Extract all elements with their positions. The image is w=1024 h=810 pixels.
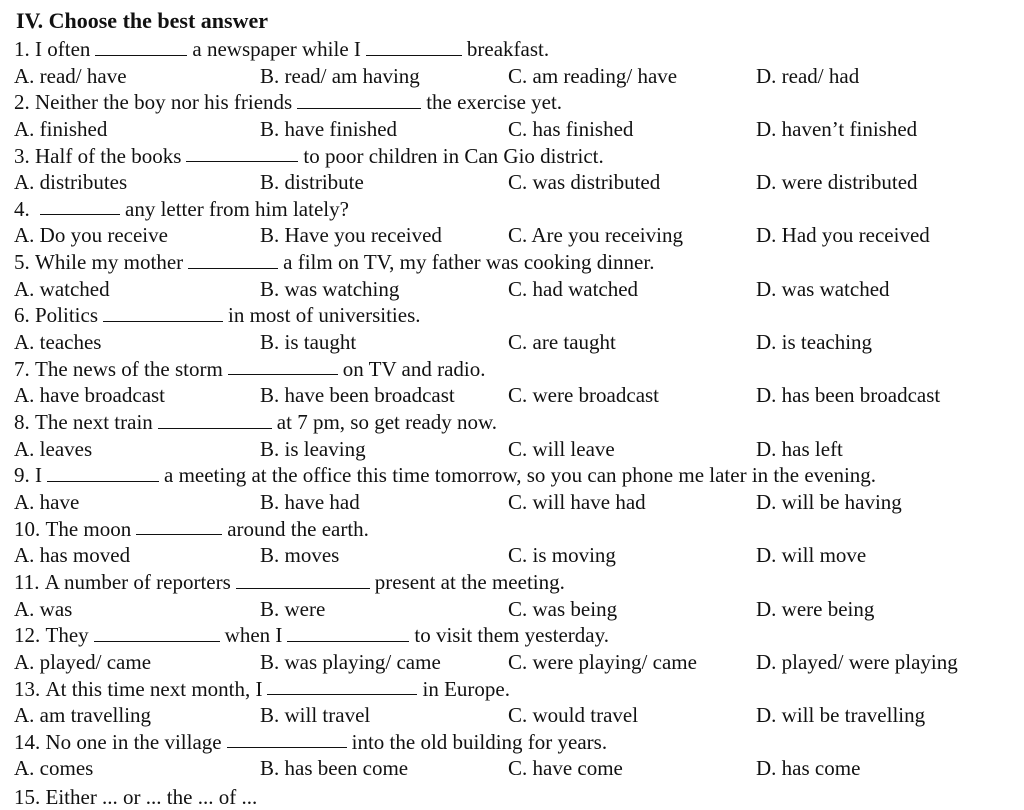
stem-text: a newspaper while I [192, 37, 361, 61]
question-3 [14, 143, 1014, 196]
option-c[interactable]: C. Are you receiving [508, 223, 683, 248]
answer-blank[interactable] [227, 746, 347, 748]
option-b[interactable]: B. has been come [260, 756, 409, 781]
answer-options [14, 222, 1014, 249]
option-d[interactable]: D. will be having [756, 489, 902, 514]
option-a[interactable]: A. has moved [14, 543, 131, 568]
option-a[interactable]: A. distributes [14, 170, 128, 195]
answer-blank[interactable] [158, 427, 272, 429]
question-stem [14, 36, 1014, 63]
question-1 [14, 36, 1014, 89]
option-d[interactable]: D. were distributed [756, 170, 918, 195]
question-number: 9. [14, 463, 30, 488]
stem-text: into the old building for years. [351, 729, 608, 754]
question-6 [14, 302, 1014, 355]
stem-text: The next train [35, 410, 153, 435]
cut-off-next-question: 15. Either ... or ... the ... of ... [14, 785, 258, 809]
question-14 [14, 729, 1014, 782]
question-number: 12. [14, 623, 41, 648]
answer-blank[interactable] [186, 160, 298, 162]
stem-text: at 7 pm, so get ready now. [276, 410, 498, 435]
option-c[interactable]: C. will have had [508, 489, 646, 514]
option-d[interactable]: D. Had you received [756, 223, 930, 248]
option-d[interactable]: D. haven’t finished [756, 116, 918, 141]
answer-blank[interactable] [40, 213, 120, 215]
option-d[interactable]: D. played/ were playing [756, 649, 958, 674]
question-number: 6. [14, 303, 30, 328]
stem-text: in most of universities. [228, 303, 421, 328]
answer-blank[interactable] [267, 693, 417, 695]
answer-options [14, 63, 1014, 90]
answer-options [14, 329, 1014, 356]
question-stem [14, 409, 1014, 436]
question-number: 7. [14, 356, 30, 381]
question-9 [14, 462, 1014, 515]
stem-text: on TV and radio. [342, 356, 486, 381]
option-c[interactable]: C. would travel [508, 703, 639, 728]
question-number: 3. [14, 143, 30, 168]
option-a[interactable]: A. have [14, 489, 80, 514]
question-8 [14, 409, 1014, 462]
answer-blank[interactable] [236, 587, 370, 589]
stem-text: A number of reporters [44, 569, 231, 594]
option-c[interactable]: C. was distributed [508, 170, 661, 195]
option-b[interactable]: B. was watching [260, 276, 400, 301]
option-c[interactable]: C. are taught [508, 330, 616, 355]
option-b[interactable]: B. have had [260, 489, 360, 514]
question-4 [14, 196, 1014, 249]
question-stem [14, 516, 1014, 543]
question-10 [14, 516, 1014, 569]
stem-text: While my mother [35, 250, 184, 275]
question-12 [14, 622, 1014, 675]
question-7 [14, 356, 1014, 409]
question-number: 11. [14, 569, 40, 594]
answer-options [14, 382, 1014, 409]
option-a[interactable]: A. comes [14, 756, 94, 781]
answer-options [14, 702, 1014, 729]
option-d[interactable]: D. will move [756, 543, 867, 568]
question-number: 10. [14, 516, 41, 541]
question-number: 2. [14, 90, 30, 115]
question-number: 5. [14, 250, 30, 275]
question-stem [14, 143, 1014, 170]
stem-text: the exercise yet. [426, 90, 563, 115]
question-stem [14, 462, 1014, 489]
option-a[interactable]: A. leaves [14, 436, 93, 461]
answer-blank[interactable] [95, 54, 187, 56]
stem-text: Politics [35, 303, 99, 328]
answer-options [14, 169, 1014, 196]
option-c[interactable]: C. was being [508, 596, 618, 621]
option-a[interactable]: A. finished [14, 116, 108, 141]
option-b[interactable]: B. have finished [260, 116, 398, 141]
question-stem [14, 302, 1014, 329]
question-stem [14, 249, 1014, 276]
option-a[interactable]: A. have broadcast [14, 383, 166, 408]
question-number: 4. [14, 196, 30, 221]
option-b[interactable]: B. Have you received [260, 223, 442, 248]
question-number: 8. [14, 410, 30, 435]
question-stem [14, 729, 1014, 756]
option-a[interactable]: A. teaches [14, 330, 102, 355]
answer-blank[interactable] [103, 320, 223, 322]
question-13 [14, 676, 1014, 729]
stem-text: No one in the village [45, 729, 222, 754]
option-b[interactable]: B. have been broadcast [260, 383, 455, 408]
option-c[interactable]: C. were playing/ came [508, 649, 697, 674]
stem-text: The moon [45, 516, 132, 541]
option-c[interactable]: C. is moving [508, 543, 616, 568]
answer-blank[interactable] [297, 107, 421, 109]
option-c[interactable]: C. will leave [508, 436, 615, 461]
answer-options [14, 436, 1014, 463]
question-number: 14. [14, 729, 41, 754]
question-stem [14, 196, 1014, 223]
answer-blank[interactable] [47, 480, 159, 482]
section-title: IV. Choose the best answer [16, 8, 268, 33]
option-b[interactable]: B. is taught [260, 330, 357, 355]
stem-text: The news of the storm [35, 356, 223, 381]
option-c[interactable]: C. has finished [508, 116, 634, 141]
option-b[interactable]: B. moves [260, 543, 340, 568]
stem-text: a film on TV, my father was cooking dinner. [283, 250, 655, 275]
stem-text: I often [35, 37, 91, 61]
stem-text: At this time next month, I [45, 676, 263, 701]
option-b[interactable]: B. will travel [260, 703, 371, 728]
question-2 [14, 89, 1014, 142]
answer-options [14, 542, 1014, 569]
option-d[interactable]: D. has left [756, 436, 843, 461]
question-stem [14, 356, 1014, 383]
answer-options [14, 116, 1014, 143]
option-c[interactable]: C. have come [508, 756, 623, 781]
stem-text: when I [224, 623, 283, 648]
option-b[interactable]: B. is leaving [260, 436, 366, 461]
stem-text: to poor children in Can Gio district. [303, 143, 604, 168]
option-d[interactable]: D. were being [756, 596, 875, 621]
answer-options [14, 276, 1014, 303]
stem-text: any letter from him lately? [125, 196, 349, 221]
option-b[interactable]: B. read/ am having [260, 63, 420, 88]
answer-blank[interactable] [366, 54, 462, 56]
question-number: 1. [14, 37, 30, 61]
option-b[interactable]: B. was playing/ came [260, 649, 441, 674]
option-a[interactable]: A. was [14, 596, 73, 621]
stem-text: to visit them yesterday. [414, 623, 609, 648]
exercise-sheet [14, 8, 1014, 782]
option-d[interactable]: D. has come [756, 756, 861, 781]
stem-text: a meeting at the office this time tomorrow, so you can phone me later in the evening. [164, 463, 877, 488]
option-d[interactable]: D. was watched [756, 276, 890, 301]
answer-blank[interactable] [287, 640, 409, 642]
stem-text: in Europe. [422, 676, 510, 701]
question-11 [14, 569, 1014, 622]
answer-options [14, 596, 1014, 623]
answer-options [14, 755, 1014, 782]
answer-blank[interactable] [94, 640, 220, 642]
question-stem [14, 89, 1014, 116]
option-b[interactable]: B. were [260, 596, 326, 621]
stem-text: Half of the books [35, 143, 182, 168]
option-d[interactable]: D. will be travelling [756, 703, 926, 728]
answer-options [14, 649, 1014, 676]
question-number: 13. [14, 676, 41, 701]
option-a[interactable]: A. watched [14, 276, 110, 301]
option-c[interactable]: C. am reading/ have [508, 63, 678, 88]
option-c[interactable]: C. had watched [508, 276, 639, 301]
question-stem [14, 569, 1014, 596]
option-a[interactable]: A. read/ have [14, 63, 127, 88]
question-stem [14, 676, 1014, 703]
question-5 [14, 249, 1014, 302]
stem-text: around the earth. [227, 516, 369, 541]
stem-text: present at the meeting. [374, 569, 565, 594]
option-b[interactable]: B. distribute [260, 170, 364, 195]
answer-blank[interactable] [136, 533, 222, 535]
answer-blank[interactable] [228, 373, 338, 375]
option-a[interactable]: A. am travelling [14, 703, 152, 728]
stem-text: breakfast. [466, 37, 550, 61]
option-d[interactable]: D. read/ had [756, 63, 860, 88]
question-stem [14, 622, 1014, 649]
option-c[interactable]: C. were broadcast [508, 383, 660, 408]
stem-text: Neither the boy nor his friends [35, 90, 293, 115]
stem-text: They [45, 623, 89, 648]
answer-options [14, 489, 1014, 516]
stem-text: I [35, 463, 42, 488]
option-a[interactable]: A. Do you receive [14, 223, 168, 248]
option-d[interactable]: D. has been broadcast [756, 383, 941, 408]
option-a[interactable]: A. played/ came [14, 649, 152, 674]
option-d[interactable]: D. is teaching [756, 330, 873, 355]
answer-blank[interactable] [188, 267, 278, 269]
